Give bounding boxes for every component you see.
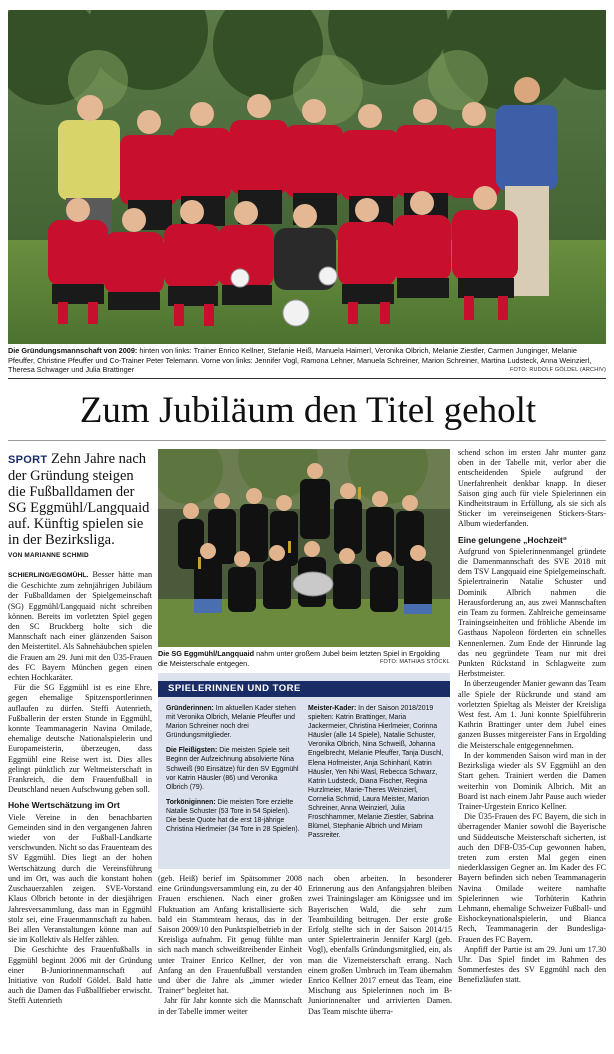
headline: Zum Jubiläum den Titel geholt (79, 390, 537, 431)
info-item: Torköniginnen: Die meisten Tore erzielte Natalie Schuster (53 Tore in 54 Spielen). Die beste Quote hat die erst 18-jährige Christina Hierlmeier (34 Tore in 28 Spielen). (166, 798, 300, 834)
champions-photo-image (158, 449, 450, 647)
info-item: Gründerinnen: Im aktuellen Kader stehen mit Veronika Olbrich, Melanie Pfeuffer und Marion Schreiner noch drei Gründungsmitglieder. (166, 705, 296, 740)
team-photo-credit: FOTO: RUDOLF GÖLDEL (ARCHIV) (509, 367, 606, 373)
byline: VON MARIANNE SCHMID (8, 552, 89, 559)
subheading: Eine gelungene „Hochzeit“ (458, 534, 568, 545)
headline-divider (8, 440, 606, 441)
champions-photo (158, 449, 450, 647)
article-column-1: SCHIERLING/EGGMÜHL. Besser hätte man die Geschichte zum zehnjährigen Jubiläum der Fußballdamen der Spielgemeinschaft (SG) Eggmühl/Langquaid nicht schreiben können. Bereits im vorletzten Spiel gegen den SC Bruckberg holte sich die Mannschaft nach einer glänzenden Saison den Meistertitel. Als Sahnehäubchen spielen die Frauen am 29. Juni mit den Ü35-Frauen des FC Bayern München gegen einen echten Hochkaräter. Für die SG Eggmühl ist es eine Ehre, gegen ehemalige Spitzensportlerinnen auflaufen zu dürfen. Steffi Autenrieth, Fußballerin der ersten Stunde in Eggmühl, konnte Teammanagerin Navina Omilade, ehemalige deutsche Nationalspielerin und Europameisterin, überzeugen, dass Eggmühl eine Reise wert ist. Dies alles gelingt pünktlich zur Weltmeisterschaft in Frankreich, die dem Frauenfußball in Deutschland neuen Aufschwung geben soll. Hohe Wertschätzung im Ort Viele Vereine in den benachbarten Gemeinden sind in den vergangenen Jahren wieder von der Fußball-Landkarte verschwunden. Nicht so das Frauenteam des SV Eggmühl. Dies liegt an der hohen Wertschätzung durch die Vereinsführung und im Ort, was auch die konstant hohen Zuschauerzahlen zeigen. SVE-Vorstand Klaus Olbrich betonte in der diesjährigen Jahresversammlung, dass man in Eggmühl stolz sei, eine Frauenmannschaft zu haben. Bei allen Veranstaltungen könne man auf sie im Kollektiv als Helfer zählen. Die Geschichte des Frauenfußballs in Eggmühl beginnt 2006 mit der Gründung einer B-Juniorinnenmannschaft auf Initiative von Rudolf Göldel. Bald hatte auch die Damen das Fußballfieber erwischt. Steffi Autenrieth (8, 570, 152, 1006)
paragraph: Jahr für Jahr konnte sich die Mannschaft in der Tabelle immer weiter (158, 996, 302, 1016)
info-box-left-column (166, 704, 300, 840)
paragraph: Für die SG Eggmühl ist es eine Ehre, gegen ehemalige Spitzensportlerinnen auflaufen zu dürfen. Steffi Autenrieth, Fußballerin der ersten Stunde in Eggmühl, konnte Teammanagerin Navina Omilade, ehemalige deutsche Nationalspielerin und Europameisterin, überzeugen, dass Eggmühl eine Reise wert ist. Dies alles gelingt pünktlich zur Weltmeisterschaft in Frankreich, die dem Frauenfußball in Deutschland neuen Aufschwung geben soll. (8, 683, 152, 795)
info-box-right-column (308, 704, 444, 846)
article-column-4 (458, 448, 606, 1050)
info-item: Die Fleißigsten: Die meisten Spiele seit Beginn der Aufzeichnung absolvierte Nina Schweiß (90 Einsätze) für den SV Eggmühl vor Katrin Häusler (86) und Veronika Olbrich (79). (166, 747, 299, 791)
lead-paragraph (8, 451, 152, 548)
paragraph: (geb. Heiß) berief im Spätsommer 2008 eine Gründungsversammlung ein, zu der 40 Frauen erschienen. Nach einer großen Fluktuation am Anfang kristallisierte sich bald ein Stammteam heraus, das in der Saison 2009/10 den Punktspielbetrieb in der Kreisliga aufnahm. Fit genug fühlte man sich nach manch schweißtreibender Einheit unter Trainer Enrico Kellner, der von Anfang an den Frauenfußball verstanden und über die Jahre als „immer wieder Trainer“ begleitet hat. (158, 874, 302, 996)
champions-photo-caption: Die SG Eggmühl/Langquaid nahm unter großem Jubel beim letzten Spiel in Ergolding die Meisterschale entgegen. (158, 649, 440, 668)
section-kicker: SPORT (8, 454, 48, 466)
article-column-2 (158, 874, 302, 1050)
lead-text: Zehn Jahre nach der Gründung steigen die Fußballdamen der SG Eggmühl/Langquaid auf. Künftig spielen sie in der Bezirksliga. (8, 451, 150, 548)
paragraph: In der kommenden Saison wird man in der Bezirksliga wieder als SV Eggmühl an den Start gehen. Trainiert werden die Damen weiterhin von Dominik Albrich. Mit an Board ist nach einem Jahr Pause auch wieder Trainer-Urgestein Enrico Kellner. (458, 750, 606, 811)
paragraph: Anpfiff der Partie ist am 29. Juni um 17.30 Uhr. Das Spiel findet im Rahmen des Sommerfestes des SV Eggmühl nach den Benefizläufen statt. (458, 944, 606, 985)
paragraph: nach oben arbeiten. In besonderer Erinnerung aus den Anfangsjahren bleiben zwei Trainingslager am Königssee und im Bayerischen Wald, die sehr zum Teambuilding beitrugen. Der erste große Erfolg stellte sich in der Saison 2014/15 unter Spielertrainerin Jennifer Kargl (geb. Vogl), ebenfalls Gründungsmitglied, ein, als man die Vizemeisterschaft errang. Nach einem großen Umbruch im Team übernahm Enrico Kellner 2017 erneut das Team, eine Mischung aus Spielerinnen noch im B-Juniorinnenalter und arrivierten Damen. Das Team mischte überra- (308, 874, 452, 1016)
paragraph: Aufgrund von Spielerinnenmangel gründete die Damenmannschaft des SVE 2018 mit dem TSV Langquaid eine Spielgemeinschaft. Spielertrainerin Natalie Schuster und Dominik Albrich nahmen die Herausforderung an, aus zwei Mannschaften ein Team zu formen. Zahlreiche gemeinsame Trainingseinheiten und fröhliche Abende im Gasthaus Napoleon förderten ein schnelles Kennenlernen. Zum Ende der Hinrunde lag das neu gegründete Team nur mit drei Punkten Rückstand in Schlagweite zum Herbstmeister. (458, 546, 606, 679)
info-item: Meister-Kader: In der Saison 2018/2019 spielten: Katrin Brattinger, Maria Jackermeier, Christina Hierlmeier, Corinna Häusler (alle 14 Spiele), Natalie Schuster, Veronika Olbrich, Nina Schweiß, Johanna Engelbrecht, Melanie Pfeuffer, Tanja Duschl, Elena Hofmeister, Anja Schinhanl, Katrin Häusler, Yen Nhi Wasl, Rebecca Schwarz, Katrin Ludsteck, Diana Fischer, Regina Hurzlmeier, Marie-Theres Weinzierl, Cornelia Schmid, Laura Meister, Marion Schreiner, Anna Weinzierl, Julia Froschhammer, Melanie Ziestler, Sabrina Blümel, Stephanie Albrich und Miriam Passreiter. (308, 705, 444, 840)
subheading: Hohe Wertschätzung im Ort (8, 800, 120, 811)
paragraph: Die Ü35-Frauen des FC Bayern, die sich in überragender Manier sowohl die Bayerische und Süddeutsche Meisterschaft sicherten, ist auch den DFB-Ü35-Cup gewonnen haben, treten zum ersten Mal gegen einen niederklassigen Gegner an. Im Kader des FC Bayern befinden sich neben Teammanagerin Navina Omilade weitere namhafte Spielerinnen wie Torhüterin Kathrin Lehmann, ehemalige Schweizer Fußball- und Eishockeynationalspielerin, und Bianca Rech, Teammanagerin der Bundesliga-Frauen des FC Bayern. (458, 812, 606, 944)
team-photo-2009 (8, 10, 606, 344)
article-column-3 (308, 874, 452, 1050)
info-box-title: SPIELERINNEN UND TORE (158, 681, 450, 697)
dateline: SCHIERLING/EGGMÜHL. (8, 572, 89, 579)
paragraph: schend schon im ersten Jahr munter ganz oben in der Tabelle mit, verlor aber die entscheidenden Spiele aufgrund der Unerfahrenheit denkbar knapp. In dieser Saison ging auch für viele Spielerinnen ein Kindheitstraum in Erfüllung, als sie sich als Sticker im vereinseigenen Stickers-Stars-Album wiederfanden. (458, 448, 606, 529)
team-photo-caption: Die Gründungsmannschaft von 2009: hinten von links: Trainer Enrico Kellner, Stefanie Heiß, Manuela Haimerl, Veronika Olbrich, Melanie Ziestler, Carmen Junginger, Melanie Pfeuffer, Christine Pfeuffer und Co-Trainer Peter Telemann. Vorne von links: Jennifer Vogl, Ramona Lehner, Manuela Schreiner, Marion Schreiner, Martina Ludsteck, Anna Weinzierl, Theresa Schwager und Julia Brattinger (8, 346, 592, 375)
team-photo-2009-image (8, 10, 606, 344)
champions-photo-credit: FOTO: MATHIAS STÖCKL (380, 659, 450, 665)
divider (8, 378, 606, 379)
paragraph: In überzeugender Manier gewann das Team alle Spiele der Rückrunde und stand am vorletzten Spieltag als Meister der Kreisliga West fest. Am 1. Juni konnte Spielführerin Kathrin Brattinger unter dem Jubel eines ganzen Busses mitgereister Fans in Ergolding die Meisterschale entgegennehmen. (458, 679, 606, 750)
paragraph: Viele Vereine in den benachbarten Gemeinden sind in den vergangenen Jahren wieder von der Fußball-Landkarte verschwunden. Nicht so das Frauenteam des SV Eggmühl. Dies liegt an der hohen Wertschätzung durch die Vereinsführung und im Ort, was auch die konstant hohen Zuschauerzahlen zeigen. SVE-Vorstand Klaus Olbrich betonte in der diesjährigen Jahresversammlung, dass man in Eggmühl stolz sei, eine Frauenmannschaft zu haben. Bei allen Veranstaltungen könne man auf sie im Kollektiv als Helfer zählen. (8, 812, 152, 945)
paragraph: Die Geschichte des Frauenfußballs in Eggmühl beginnt 2006 mit der Gründung einer B-Juniorinnenmannschaft auf Initiative von Rudolf Göldel. Bald hatte auch die Damen das Fußballfieber erwischt. Steffi Autenrieth (8, 945, 152, 1006)
